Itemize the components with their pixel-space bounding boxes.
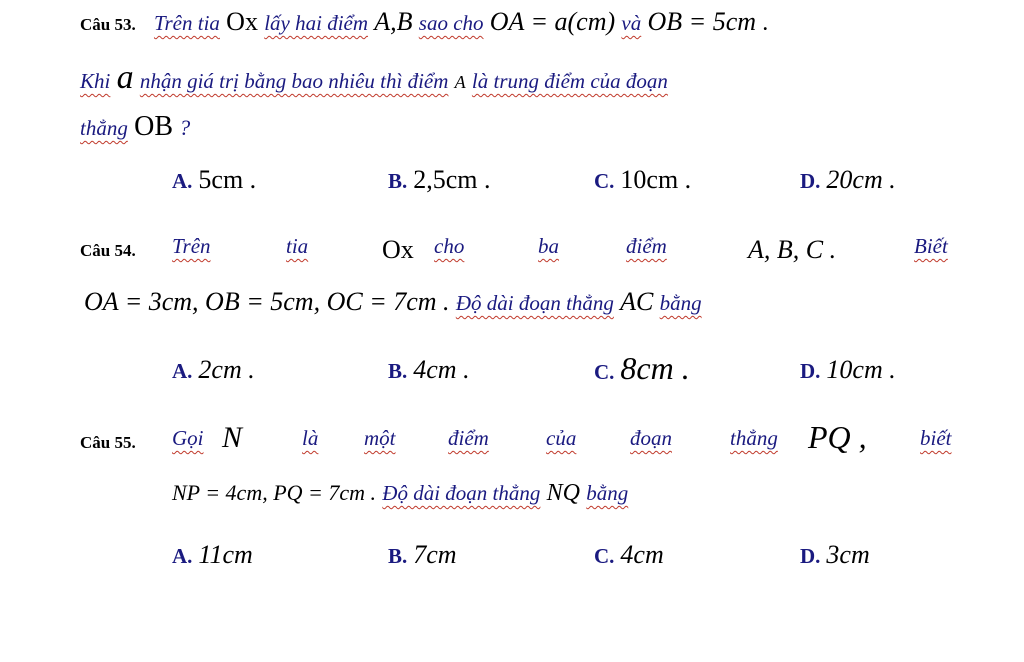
text: Trên tia [153,11,220,35]
option-value: 8cm . [620,350,690,386]
math: N [222,421,243,454]
text: Gọi [172,426,204,450]
text: sao cho [418,11,484,35]
q53-option-c[interactable] [594,165,691,195]
q55-line-1 [80,419,970,456]
option-label: B. [388,359,408,383]
math: A [454,72,466,92]
option-value: 2,5cm . [413,165,491,194]
q55-option-d[interactable] [800,540,870,570]
text: Khi [80,69,111,93]
q53-line-2 [80,58,668,99]
text: thẳng [80,116,128,140]
q53-option-b[interactable] [388,165,491,195]
math: OB [134,111,173,142]
math: A,B [374,7,413,36]
text: Biết [914,234,948,258]
q54-option-a[interactable] [172,355,255,385]
q53-option-a[interactable] [172,165,256,195]
text: của [546,426,577,450]
math: a [116,59,134,96]
option-label: C. [594,360,615,384]
math: NP = 4cm, PQ = 7cm . [172,480,377,505]
q54-line-2 [84,286,702,318]
text: Trên [172,234,211,258]
option-value: 5cm . [198,165,257,194]
q54-option-d[interactable] [800,355,896,385]
option-value: 7cm [413,540,457,569]
option-label: B. [388,544,408,568]
text: Độ dài đoạn thẳng [382,481,541,505]
text: ? [179,115,191,140]
q54-option-b[interactable] [388,355,470,385]
option-value: 20cm . [826,165,896,194]
q54-option-c[interactable] [594,350,690,387]
math: Ox [382,235,414,264]
q55-line-2 [172,478,628,508]
option-value: 4cm [620,540,664,569]
text: lấy hai điểm [264,11,369,35]
text: điểm [448,426,489,450]
math: OA = a(cm) [489,7,616,36]
math: A, B, C . [748,235,837,264]
text: đoạn [630,426,672,450]
math: PQ , [808,419,867,455]
q53-option-d[interactable] [800,165,896,195]
option-value: 3cm [826,540,870,569]
option-label: D. [800,359,821,383]
option-label: A. [172,544,193,568]
text: bằng [586,481,629,505]
option-label: B. [388,169,408,193]
option-label: D. [800,544,821,568]
math: NQ [546,480,580,506]
option-label: C. [594,169,615,193]
option-value: 2cm . [198,355,255,384]
question-number: Câu 55. [80,433,136,452]
question-number: Câu 54. [80,241,136,260]
math: Ox [226,7,258,36]
text: nhận giá trị bằng bao nhiêu thì điểm [139,69,449,93]
option-label: A. [172,169,193,193]
option-label: D. [800,169,821,193]
option-value: 10cm . [620,165,692,194]
math: AC [620,287,654,316]
q53-line-3 [80,110,190,144]
text: tia [286,234,309,258]
text: biết [920,426,952,450]
text: bằng [659,291,702,315]
option-value: 4cm . [413,355,470,384]
option-value: 11cm [198,540,253,569]
option-value: 10cm . [826,355,896,384]
q55-option-b[interactable] [388,540,457,570]
text: là [302,426,319,450]
text: cho [434,234,465,258]
math: OA = 3cm, OB = 5cm, OC = 7cm . [84,287,450,316]
text: Độ dài đoạn thẳng [455,291,614,315]
question-number: Câu 53. [80,15,136,34]
text: . [762,10,769,36]
text: là trung điểm của đoạn [471,69,668,93]
q54-line-1 [80,234,970,264]
option-label: C. [594,544,615,568]
text: và [621,11,642,35]
text: ba [538,234,559,258]
text: điểm [626,234,667,258]
q53-line-1 [80,6,768,38]
text: một [364,426,396,450]
math: OB = 5cm [647,7,757,36]
q55-option-c[interactable] [594,540,664,570]
q55-option-a[interactable] [172,540,253,570]
option-label: A. [172,359,193,383]
text: thẳng [730,426,778,450]
